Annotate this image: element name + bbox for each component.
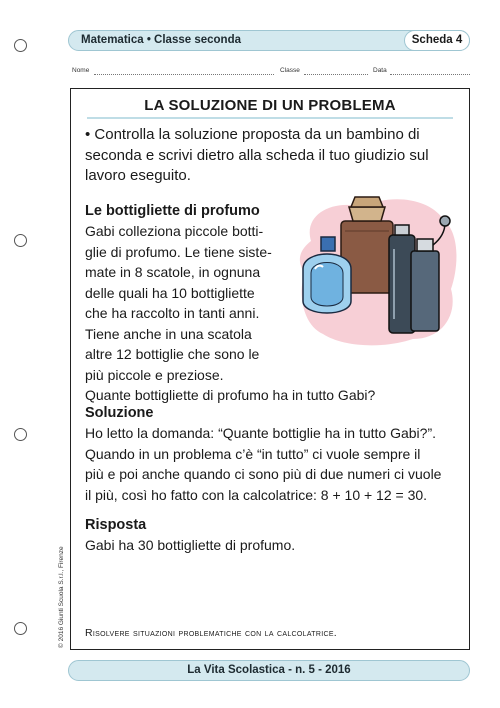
answer-heading: Risposta <box>85 517 147 533</box>
problem-line: mate in 8 scatole, in ognuna <box>85 264 261 280</box>
binder-hole-4 <box>14 622 27 635</box>
instruction-line: • Controlla la soluzione proposta da un bambino di <box>85 126 420 143</box>
binder-hole-2 <box>14 234 27 247</box>
problem-line: altre 12 bottiglie che sono le <box>85 346 260 362</box>
solution-heading: Soluzione <box>85 405 154 421</box>
publication-footer: La Vita Scolastica - n. 5 - 2016 <box>68 660 470 681</box>
problem-line: delle quali ha 10 bottigliette <box>85 284 255 301</box>
title-underline <box>87 117 453 119</box>
binder-hole-3 <box>14 428 27 441</box>
instruction-line: lavoro eseguito. <box>85 167 191 184</box>
learning-objective: Risolvere situazioni problematiche con la calcolatrice. <box>85 627 338 639</box>
binder-hole-1 <box>14 39 27 52</box>
class-field[interactable] <box>304 74 368 75</box>
date-field[interactable] <box>390 74 470 75</box>
perfume-bottles-illustration <box>293 189 463 349</box>
sheet-number: Scheda 4 <box>404 30 470 51</box>
instruction <box>85 125 429 187</box>
header-band <box>68 30 470 51</box>
solution-line: Ho letto la domanda: “Quante bottiglie ha in tutto Gabi?”. <box>85 425 436 441</box>
exercise-title: LA SOLUZIONE DI UN PROBLEMA <box>144 97 396 114</box>
problem-line: Quante bottigliette di profumo ha in tutto Gabi? <box>85 387 376 403</box>
problem-line: glie di profumo. Le tiene siste- <box>85 243 272 260</box>
copyright-notice: © 2016 Giunti Scuola S.r.l., Firenze <box>58 546 65 648</box>
problem-line: che ha raccolto in tanti anni. <box>85 305 260 321</box>
instruction-line: seconda e scrivi dietro alla scheda il tuo giudizio sul <box>85 146 429 164</box>
exercise-card <box>70 88 470 650</box>
solution-text <box>85 423 441 505</box>
subject-label: Matematica • Classe seconda <box>81 34 241 46</box>
date-label: Data <box>373 67 387 74</box>
solution-line: il più, così ho fatto con la calcolatrice: 8 + 10 + 12 = 30. <box>85 486 428 503</box>
name-label: Nome <box>72 67 90 74</box>
solution-line: Quando in un problema c’è “in tutto” ci vuole sempre il <box>85 445 421 462</box>
problem-line: Gabi colleziona piccole botti- <box>85 223 264 239</box>
class-label: Classe <box>280 67 300 74</box>
name-field[interactable] <box>94 74 274 75</box>
problem-line: Tiene anche in una scatola <box>85 325 252 342</box>
answer-text: Gabi ha 30 bottigliette di profumo. <box>85 537 296 553</box>
problem-heading: Le bottigliette di profumo <box>85 203 260 219</box>
problem-line: più piccole e preziose. <box>85 366 224 383</box>
solution-line: più e poi anche quando ci sono più di due numeri ci vuole <box>85 466 442 482</box>
